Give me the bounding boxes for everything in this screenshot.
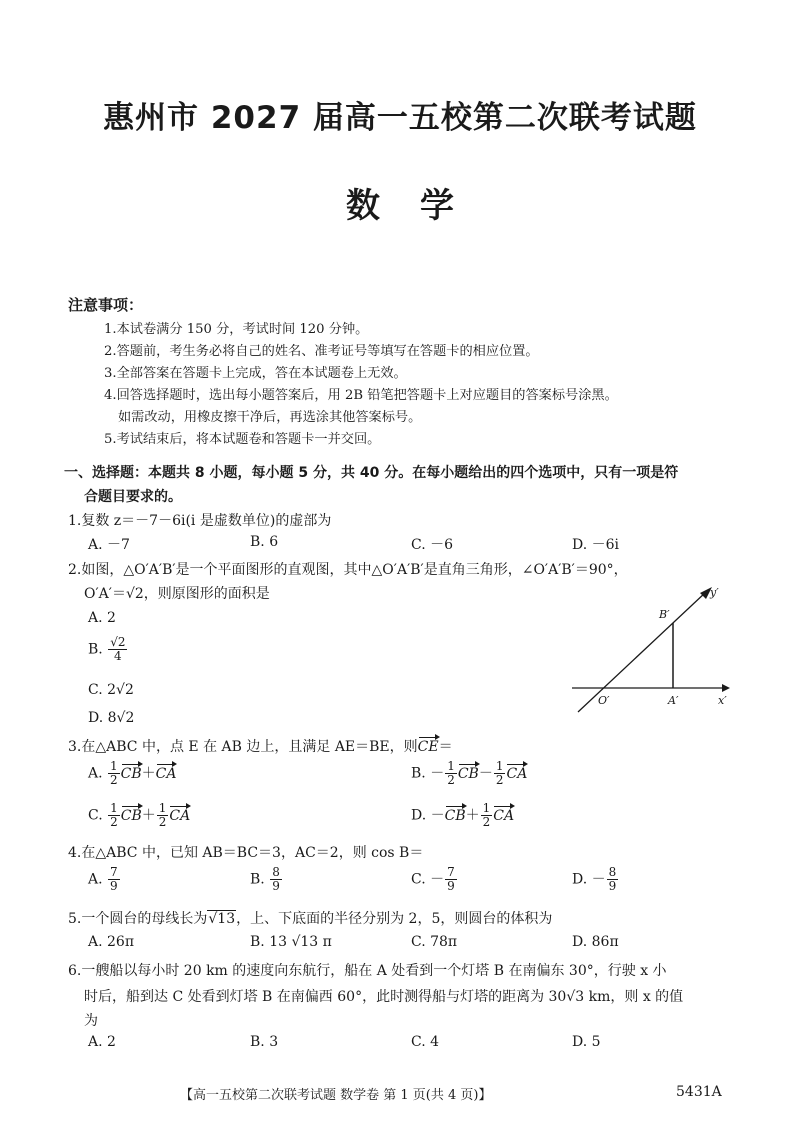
note-item: 5.考试结束后，将本试题卷和答题卡一并交回。 [104,432,381,447]
fraction-denominator: 2 [110,815,118,829]
fraction-numerator: 7 [110,865,118,879]
note-item: 2.答题前，考生务必将自己的姓名、准考证号等填写在答题卡的相应位置。 [104,344,539,359]
q3-option-a [88,760,176,787]
vector-cb: CB [457,765,479,782]
q6-option-c: C. 4 [411,1034,440,1050]
vector-ce: CE [417,739,439,755]
fraction [108,802,120,829]
label-y-axis: y′ [710,586,719,599]
sqrt-13: √13 [208,911,236,927]
vector-cb: CB [120,807,142,824]
q3-stem-text: 3.在△ABC 中，点 E 在 AB 边上，且满足 AE＝BE，则 [68,739,418,755]
option-prefix: B. － [411,765,445,782]
paper-code: 5431A [676,1084,722,1100]
vector-cb: CB [444,807,466,824]
fraction-denominator: 2 [495,773,504,787]
question-3-stem [68,736,453,756]
q6-option-d: D. 5 [572,1034,601,1050]
q1-option-c: C. －6 [411,537,454,553]
q5-option-d: D. 86π [572,934,619,950]
subject-title: 数学 [346,186,494,226]
q4-option-a [88,866,121,893]
q2-option-c: C. 2√2 [88,682,134,698]
q4-option-d [572,866,619,893]
q3-stem-equals: ＝ [438,739,453,755]
fraction-numerator: 1 [482,801,491,815]
fraction-numerator: √2 [110,635,126,649]
note-item: 4.回答选择题时，选出每小题答案后，用 2B 铅笔把答题卡上对应题目的答案标号涂黑。 [104,388,618,403]
question-6-stem-cont: 时后，船到达 C 处看到灯塔 B 在南偏西 60°，此时测得船与灯塔的距离为 30√3 km，则 x 的值 [84,989,684,1005]
q5-stem-text: 5.一个圆台的母线长为 [68,911,208,927]
oblique-view-figure [560,578,740,718]
q2-option-d: D. 8√2 [88,710,135,726]
operator: ＋ [465,807,480,824]
option-prefix: B. [250,871,265,888]
vector-cb: CB [120,765,142,782]
q5-option-c: C. 78π [411,934,458,950]
fraction-numerator: 1 [110,801,118,815]
note-item: 如需改动，用橡皮擦干净后，再选涂其他答案标号。 [118,410,422,425]
option-prefix: C. [88,807,103,824]
page-footer: 【高一五校第二次联考试题 数学卷 第 1 页(共 4 页)】 [180,1088,492,1103]
fraction-numerator: 8 [272,865,280,879]
question-5-stem [68,908,552,928]
fraction [108,636,127,663]
q1-option-d: D. －6i [572,537,620,553]
exam-title: 惠州市 2027 届高一五校第二次联考试题 [103,100,697,136]
q3-option-d [411,802,514,829]
option-prefix: A. [88,871,103,888]
q2-option-b [88,636,128,663]
option-prefix: A. [88,765,103,782]
fraction-denominator: 9 [447,879,455,893]
section-heading: 一、选择题：本题共 8 小题，每小题 5 分，共 40 分。在每小题给出的四个选项中，只有一项是符 [64,465,679,481]
fraction-denominator: 2 [482,815,491,829]
fraction [108,760,120,787]
question-1-stem: 1.复数 z＝－7－6i(i 是虚数单位)的虚部为 [68,513,332,529]
q3-option-b [411,760,527,787]
q5-option-b: B. 13 √13 π [250,934,332,950]
fraction-numerator: 7 [447,865,455,879]
fraction-numerator: 1 [110,759,118,773]
vector-ca: CA [169,807,191,824]
question-6-stem-cont: 为 [84,1013,98,1029]
operator: － [478,765,493,782]
option-prefix: D. － [572,871,606,888]
option-prefix: B. [88,641,103,658]
q5-stem-text-cont: ，上、下底面的半径分别为 2，5，则圆台的体积为 [236,911,553,927]
fraction [445,760,457,787]
q2-option-a: A. 2 [88,610,116,626]
fraction-numerator: 1 [158,801,167,815]
fraction-denominator: 2 [158,815,167,829]
label-b: B′ [659,608,670,621]
q1-option-a: A. －7 [88,537,130,553]
fraction-denominator: 4 [114,649,122,663]
q4-option-b [250,866,283,893]
fraction-denominator: 9 [110,879,118,893]
fraction [270,866,282,893]
fraction-numerator: 1 [495,759,504,773]
q5-option-a: A. 26π [88,934,135,950]
fraction-denominator: 9 [272,879,280,893]
note-item: 3.全部答案在答题卡上完成，答在本试题卷上无效。 [104,366,407,381]
q4-option-c [411,866,458,893]
label-a: A′ [668,694,679,707]
q6-option-b: B. 3 [250,1034,279,1050]
option-prefix: C. － [411,871,445,888]
q6-option-a: A. 2 [88,1034,116,1050]
vector-ca: CA [506,765,528,782]
option-prefix: D. － [411,807,445,824]
label-x-axis: x′ [718,694,727,707]
question-2-stem-cont: O′A′＝√2，则原图形的面积是 [84,586,270,602]
operator: ＋ [141,807,156,824]
vector-ca: CA [493,807,515,824]
fraction [494,760,506,787]
fraction-denominator: 2 [447,773,455,787]
fraction [607,866,619,893]
fraction [108,866,120,893]
q1-option-b: B. 6 [250,534,279,550]
q3-option-c [88,802,190,829]
fraction-numerator: 1 [447,759,455,773]
x-axis-arrow [722,684,730,692]
note-item: 1.本试卷满分 150 分，考试时间 120 分钟。 [104,322,369,337]
label-o: O′ [598,694,610,707]
fraction-denominator: 2 [110,773,118,787]
fraction [481,802,493,829]
vector-ca: CA [155,765,177,782]
fraction-numerator: 8 [608,865,617,879]
section-heading-cont: 合题目要求的。 [84,489,182,505]
question-2-stem: 2.如图，△O′A′B′是一个平面图形的直观图，其中△O′A′B′是直角三角形，∠O′A′B′＝90°， [68,562,628,578]
fraction [445,866,457,893]
fraction-denominator: 9 [608,879,617,893]
question-4-stem: 4.在△ABC 中，已知 AB＝BC＝3，AC＝2，则 cos B＝ [68,845,424,861]
notes-heading: 注意事项： [68,296,144,314]
question-6-stem: 6.一艘船以每小时 20 km 的速度向东航行，船在 A 处看到一个灯塔 B 在南偏东 30°，行驶 x 小 [68,963,667,979]
fraction [157,802,169,829]
operator: ＋ [141,765,156,782]
